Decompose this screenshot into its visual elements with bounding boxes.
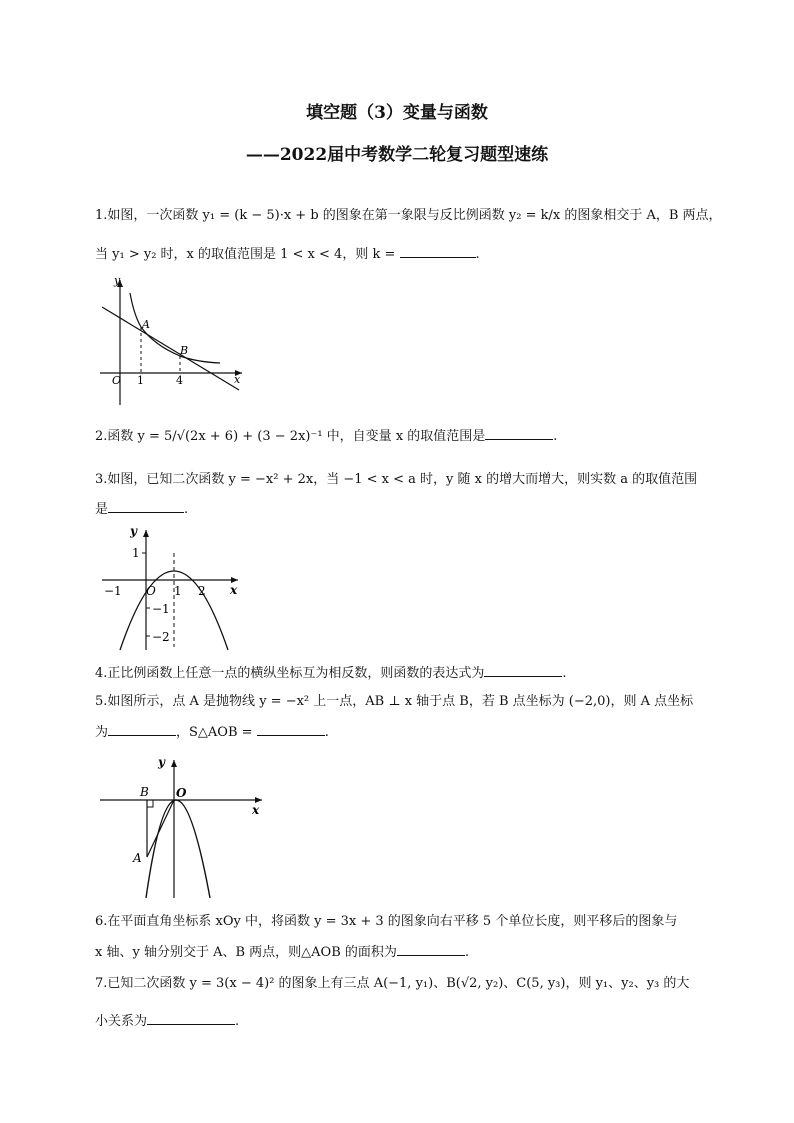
- q5-line2-end: .: [324, 725, 329, 740]
- q3-answer-blank[interactable]: [108, 500, 184, 513]
- q1-figure: [92, 270, 252, 410]
- q5-point-a: A: [133, 851, 142, 865]
- q1-x-label: x: [234, 373, 241, 386]
- q2-end: .: [553, 429, 558, 444]
- q1-line1: 1.如图，一次函数 y₁ = (k − 5)·x + b 的图象在第一象限与反比例函数 y₂ = k/x 的图象相交于 A，B 两点，: [95, 208, 722, 223]
- q7-answer-blank[interactable]: [147, 1012, 235, 1025]
- q1-y-label: y: [114, 274, 121, 287]
- q3-tick-2: 2: [198, 584, 206, 598]
- q3-line2-text: 是: [95, 502, 109, 517]
- q1-point-a: A: [142, 318, 150, 331]
- q2-line: [95, 427, 557, 446]
- q4-text: 4.正比例函数上任意一点的横纵坐标互为相反数，则函数的表达式为: [95, 666, 485, 681]
- q1-line2: [95, 245, 480, 264]
- q3-y-arrow: [143, 530, 149, 537]
- q5-figure: [98, 752, 268, 900]
- q2-text: 2.函数 y = 5/√(2x + 6) + (3 − 2x)⁻¹ 中，自变量 x 的取值范围是: [95, 429, 486, 444]
- q5-ao-segment: [147, 800, 174, 857]
- q5-y-arrow: [171, 760, 177, 767]
- q1-tick-1: 1: [137, 374, 144, 387]
- q3-ylabel-n1: −1: [152, 602, 170, 616]
- q3-ylabel-n2: −2: [152, 630, 170, 644]
- q5-line2b: ，S△AOB =: [176, 725, 257, 740]
- q3-ylabel-1: 1: [132, 546, 140, 560]
- q5-answer-blank-1[interactable]: [108, 723, 176, 736]
- q1-line2-end: .: [475, 247, 480, 262]
- q5-answer-blank-2[interactable]: [257, 723, 325, 736]
- q3-figure: [98, 522, 246, 652]
- q3-line1: 3.如图，已知二次函数 y = −x² + 2x，当 −1 < x < a 时，y 随 x 的增大而增大，则实数 a 的取值范围: [95, 472, 698, 487]
- q2-answer-blank[interactable]: [485, 427, 553, 440]
- q3-tick-1: 1: [174, 584, 182, 598]
- q5-origin: O: [176, 786, 187, 800]
- q1-tick-4: 4: [176, 374, 183, 387]
- q7-line2-end: .: [235, 1014, 240, 1029]
- q3-line2: [95, 500, 188, 519]
- page-title: 填空题（3）变量与函数: [306, 103, 488, 123]
- q6-line2-text: x 轴、y 轴分别交于 A、B 两点，则△AOB 的面积为: [95, 945, 397, 960]
- q6-answer-blank[interactable]: [397, 943, 465, 956]
- q7-line2: [95, 1012, 239, 1031]
- q3-line2-end: .: [184, 502, 189, 517]
- q3-tick-n1: −1: [104, 584, 122, 598]
- q1-line2-text: 当 y₁ > y₂ 时，x 的取值范围是 1 < x < 4，则 k =: [95, 247, 400, 262]
- q6-line1: 6.在平面直角坐标系 xOy 中，将函数 y = 3x + 3 的图象向右平移 5 个单位长度，则平移后的图象与: [95, 914, 678, 929]
- q3-y-label: y: [130, 524, 137, 538]
- q7-line2-text: 小关系为: [95, 1014, 148, 1029]
- q1-origin: O: [112, 374, 122, 387]
- q7-line1: 7.已知二次函数 y = 3(x − 4)² 的图象上有三点 A(−1, y₁)、B(√2, y₂)、C(5, y₃)，则 y₁、y₂、y₃ 的大: [95, 976, 690, 991]
- q5-line1: 5.如图所示，点 A 是抛物线 y = −x² 上一点，AB ⊥ x 轴于点 B，若 B 点坐标为 (−2,0)，则 A 点坐标: [95, 694, 694, 709]
- page-subtitle: ——2022届中考数学二轮复习题型速练: [245, 145, 549, 165]
- q5-parabola: [146, 800, 210, 898]
- q5-line2: [95, 723, 329, 742]
- q1-answer-blank[interactable]: [400, 245, 476, 258]
- q5-x-label: x: [252, 803, 260, 817]
- q1-line: [102, 307, 239, 390]
- q4-line: [95, 664, 567, 683]
- q5-right-angle: [147, 800, 153, 807]
- q1-point-b: B: [180, 344, 189, 357]
- q3-x-label: x: [230, 583, 238, 597]
- q6-line2-end: .: [464, 945, 470, 960]
- q5-point-b: B: [140, 785, 149, 799]
- q4-answer-blank[interactable]: [484, 664, 562, 677]
- q5-y-label: y: [158, 755, 165, 769]
- q5-line2a: 为: [95, 725, 109, 740]
- q6-line2: [95, 943, 469, 962]
- q3-origin: O: [146, 584, 156, 598]
- q4-end: .: [562, 666, 567, 681]
